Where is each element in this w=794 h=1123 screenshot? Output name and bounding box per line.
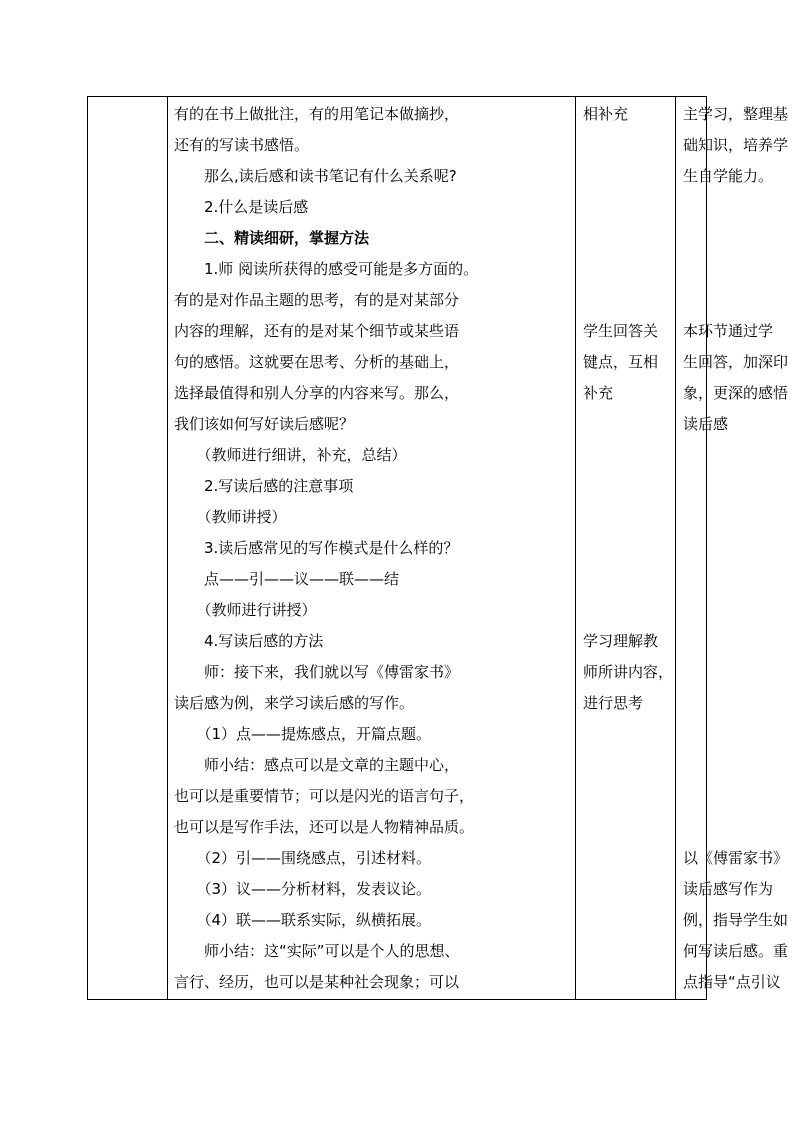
student-activity-line: 键点，互相: [583, 353, 659, 371]
student-activity-line: 学生回答关: [583, 322, 659, 340]
content-line: 内容的理解，还有的是对某个细节或某些语: [174, 322, 460, 340]
content-line: 师：接下来，我们就以写《傅雷家书》: [174, 663, 460, 681]
design-intent-line: 础知识，培养学: [683, 136, 789, 154]
content-line: 句的感悟。这就要在思考、分析的基础上，: [174, 353, 460, 371]
content-line: （教师讲授）: [174, 508, 287, 526]
content-line: 有的在书上做批注，有的用笔记本做摘抄，: [174, 105, 460, 123]
content-line: （教师进行细讲，补充，总结）: [174, 446, 407, 464]
content-line: 还有的写读书感悟。: [174, 136, 310, 154]
content-line: 4.写读后感的方法: [174, 632, 324, 650]
student-activity-line: 师所讲内容，: [583, 663, 674, 681]
design-intent-line: 读后感写作为: [683, 880, 774, 898]
content-line: （2）引——围绕感点，引述材料。: [174, 849, 432, 867]
content-line: 那么,读后感和读书笔记有什么关系呢?: [174, 167, 457, 185]
design-intent-line: 例，指导学生如: [683, 911, 789, 929]
content-line: 2.写读后感的注意事项: [174, 477, 354, 495]
design-intent-line: 以《傅雷家书》: [683, 849, 789, 867]
student-activity-line: 补充: [583, 384, 614, 402]
content-line: 选择最值得和别人分享的内容来写。那么，: [174, 384, 460, 402]
content-line: 我们该如何写好读后感呢？: [174, 415, 355, 433]
design-intent-line: 象，更深的感悟: [683, 384, 789, 402]
content-line: （1）点——提炼感点，开篇点题。: [174, 725, 432, 743]
student-activity-line: 进行思考: [583, 694, 644, 712]
design-intent-line: 点指导“点引议: [683, 973, 781, 991]
student-activity-line: 相补充: [583, 105, 629, 123]
content-line: 师小结：这“实际”可以是个人的思想、: [174, 942, 460, 960]
column-design-intent: [676, 97, 789, 999]
lesson-plan-table: [87, 96, 789, 1000]
content-line: 3.读后感常见的写作模式是什么样的？: [174, 539, 459, 557]
content-line: 也可以是重要情节；可以是闪光的语言句子，: [174, 787, 475, 805]
student-activity-line: 学习理解教: [583, 632, 659, 650]
content-line: （教师进行讲授）: [174, 601, 317, 619]
column-section: [88, 97, 168, 999]
content-line: 点——引——议——联——结: [174, 570, 400, 588]
content-line: 2.什么是读后感: [174, 198, 309, 216]
content-line: 师小结：感点可以是文章的主题中心，: [174, 756, 460, 774]
content-line: 言行、经历，也可以是某种社会现象；可以: [174, 973, 460, 991]
content-line: （4）联——联系实际，纵横拓展。: [174, 911, 432, 929]
design-intent-line: 本环节通过学: [683, 322, 774, 340]
design-intent-line: 主学习，整理基: [683, 105, 789, 123]
design-intent-line: 何写读后感。重: [683, 942, 789, 960]
design-intent-line: 生回答，加深印: [683, 353, 789, 371]
content-line: 有的是对作品主题的思考，有的是对某部分: [174, 291, 460, 309]
column-student-activity: [576, 97, 676, 999]
content-line: 读后感为例，来学习读后感的写作。: [174, 694, 415, 712]
design-intent-line: 生自学能力。: [683, 167, 774, 185]
column-teaching-content: [168, 97, 576, 999]
content-line: 1.师 阅读所获得的感受可能是多方面的。: [174, 260, 479, 278]
section-heading: 二、精读细研，掌握方法: [174, 229, 370, 247]
design-intent-line: 读后感: [683, 415, 729, 433]
content-line: 也可以是写作手法，还可以是人物精神品质。: [174, 818, 475, 836]
content-line: （3）议——分析材料，发表议论。: [174, 880, 432, 898]
